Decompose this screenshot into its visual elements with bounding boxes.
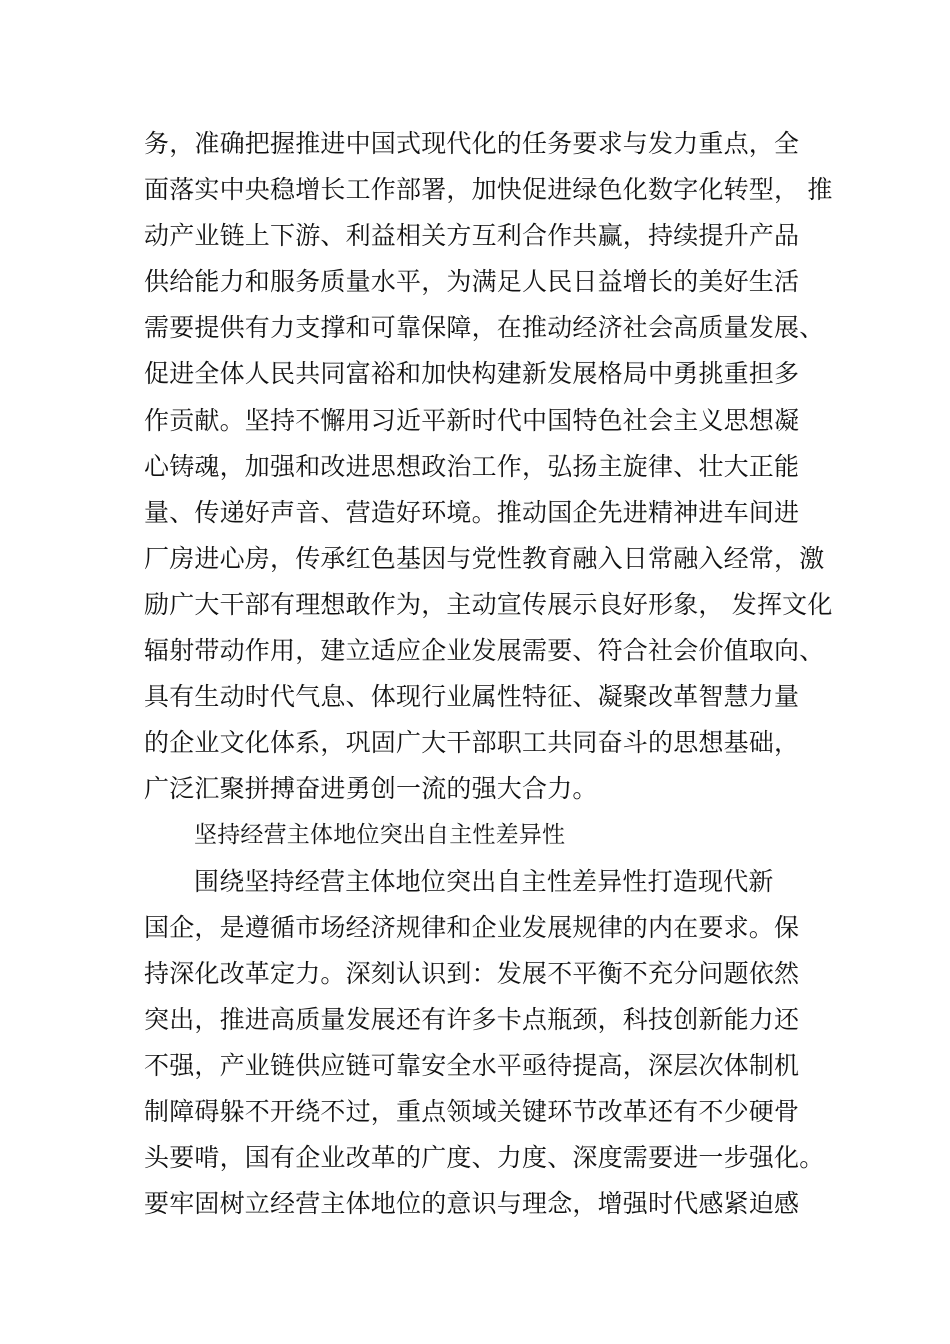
section-heading: 坚持经营主体地位突出自主性差异性 bbox=[194, 822, 566, 849]
text-line: 的企业文化体系，巩固广大干部职工共同奋斗的思想基础， bbox=[144, 728, 800, 758]
text-line: 广泛汇聚拼搏奋进勇创一流的强大合力。 bbox=[144, 774, 598, 804]
text-line: 供给能力和服务质量水平，为满足人民日益增长的美好生活 bbox=[144, 267, 800, 297]
text-line: 头要啃，国有企业改革的广度、力度、深度需要进一步强化。 bbox=[144, 1143, 825, 1173]
text-line: 不强，产业链供应链可靠安全水平亟待提高，深层次体制机 bbox=[144, 1050, 800, 1080]
text-line: 作贡献。坚持不懈用习近平新时代中国特色社会主义思想凝 bbox=[144, 405, 800, 435]
text-line: 需要提供有力支撑和可靠保障，在推动经济社会高质量发展、 bbox=[144, 313, 825, 343]
text-line: 具有生动时代气息、体现行业属性特征、凝聚改革智慧力量 bbox=[144, 682, 800, 712]
text-line: 促进全体人民共同富裕和加快构建新发展格局中勇挑重担多 bbox=[144, 359, 800, 389]
text-line: 要牢固树立经营主体地位的意识与理念，增强时代感紧迫感 bbox=[144, 1189, 800, 1219]
text-line: 围绕坚持经营主体地位突出自主性差异性打造现代新 bbox=[194, 866, 774, 896]
text-line: 厂房进心房，传承红色基因与党性教育融入日常融入经常，激 bbox=[144, 543, 825, 573]
body-text bbox=[144, 121, 844, 1227]
text-line: 务，准确把握推进中国式现代化的任务要求与发力重点，全 bbox=[144, 129, 800, 158]
text-line: 量、传递好声音、营造好环境。推动国企先进精神进车间进 bbox=[144, 497, 800, 527]
text-line: 励广大干部有理想敢作为，主动宣传展示良好形象， 发挥文化 bbox=[144, 589, 833, 619]
text-line: 持深化改革定力。深刻认识到：发展不平衡不充分问题依然 bbox=[144, 958, 800, 988]
text-line: 动产业链上下游、利益相关方互利合作共赢，持续提升产品 bbox=[144, 221, 800, 251]
text-line: 突出，推进高质量发展还有许多卡点瓶颈，科技创新能力还 bbox=[144, 1004, 800, 1034]
text-line: 面落实中央稳增长工作部署，加快促进绿色化数字化转型， 推 bbox=[144, 175, 833, 205]
text-line: 心铸魂，加强和改进思想政治工作，弘扬主旋律、壮大正能 bbox=[144, 451, 800, 481]
text-line: 国企，是遵循市场经济规律和企业发展规律的内在要求。保 bbox=[144, 912, 800, 942]
text-line: 制障碍躲不开绕不过，重点领域关键环节改革还有不少硬骨 bbox=[144, 1096, 800, 1126]
text-line: 辐射带动作用，建立适应企业发展需要、符合社会价值取向、 bbox=[144, 636, 825, 666]
